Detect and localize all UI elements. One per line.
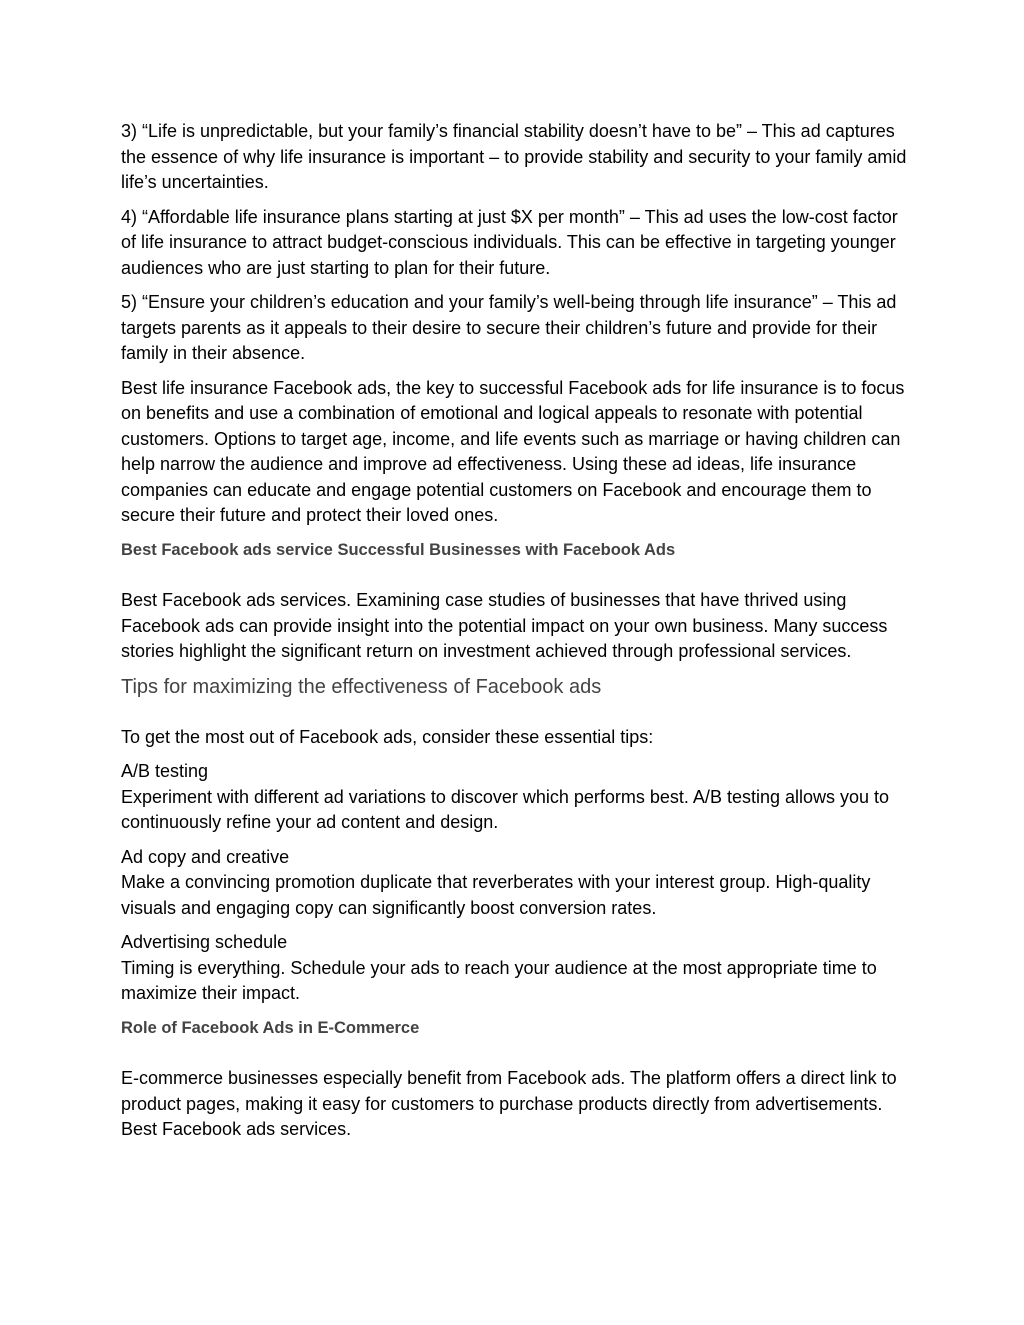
heading-ecommerce: Role of Facebook Ads in E-Commerce	[121, 1018, 420, 1037]
document-body	[121, 119, 911, 1152]
heading-successful-businesses: Best Facebook ads service Successful Businesses with Facebook Ads	[121, 540, 676, 559]
paragraph-ad-idea-5: 5) “Ensure your children’s education and your family’s well-being through life insurance” – This ad targets parents as it appeals to their desire to secure their children’s future and provide for their family in their absence.	[121, 292, 897, 363]
tip-title: A/B testing	[121, 761, 209, 781]
tip-body: Experiment with different ad variations to discover which performs best. A/B testing allows you to continuously refine your ad content and design.	[121, 786, 890, 832]
paragraph-tips-intro: To get the most out of Facebook ads, consider these essential tips:	[121, 726, 654, 747]
tip-ab-testing	[121, 759, 911, 836]
heading-tips: Tips for maximizing the effectiveness of Facebook ads	[121, 675, 602, 698]
paragraph-life-insurance-summary: Best life insurance Facebook ads, the key to successful Facebook ads for life insurance is to focus on benefits and use a combination of emotional and logical appeals to resonate with potential customers. Options to target age, income, and life events such as marriage or having children can help narrow the audience and improve ad effectiveness. Using these ad ideas, life insurance companies can educate and engage potential customers on Facebook and encourage them to secure their future and protect their loved ones.	[121, 377, 905, 525]
tip-title: Ad copy and creative	[121, 846, 290, 867]
tip-title: Advertising schedule	[121, 932, 288, 952]
tip-ad-copy	[121, 845, 911, 922]
tip-body: Timing is everything. Schedule your ads to reach your audience at the most appropriate time to maximize their impact.	[121, 957, 877, 1003]
tip-advertising-schedule	[121, 930, 911, 1007]
tip-body: Make a convincing promotion duplicate that reverberates with your interest group. High-quality visuals and engaging copy can significantly boost conversion rates.	[121, 872, 871, 918]
paragraph-ad-idea-4: 4) “Affordable life insurance plans starting at just $X per month” – This ad uses the low-cost factor of life insurance to attract budget-conscious individuals. This can be effective in targeting younger audiences who are just starting to plan for their future.	[121, 206, 898, 278]
paragraph-ad-idea-3: 3) “Life is unpredictable, but your family’s financial stability doesn’t have to be” – This ad captures the essence of why life insurance is important – to provide stability and security to your family amid life’s uncertainties.	[121, 121, 907, 192]
paragraph-successful-businesses: Best Facebook ads services. Examining case studies of businesses that have thrived using Facebook ads can provide insight into the potential impact on your own business. Many success stories highlight the significant return on investment achieved through professional services.	[121, 590, 888, 661]
paragraph-ecommerce: E-commerce businesses especially benefit from Facebook ads. The platform offers a direct link to product pages, making it easy for customers to purchase products directly from advertisements. Best Facebook ads services.	[121, 1068, 897, 1139]
